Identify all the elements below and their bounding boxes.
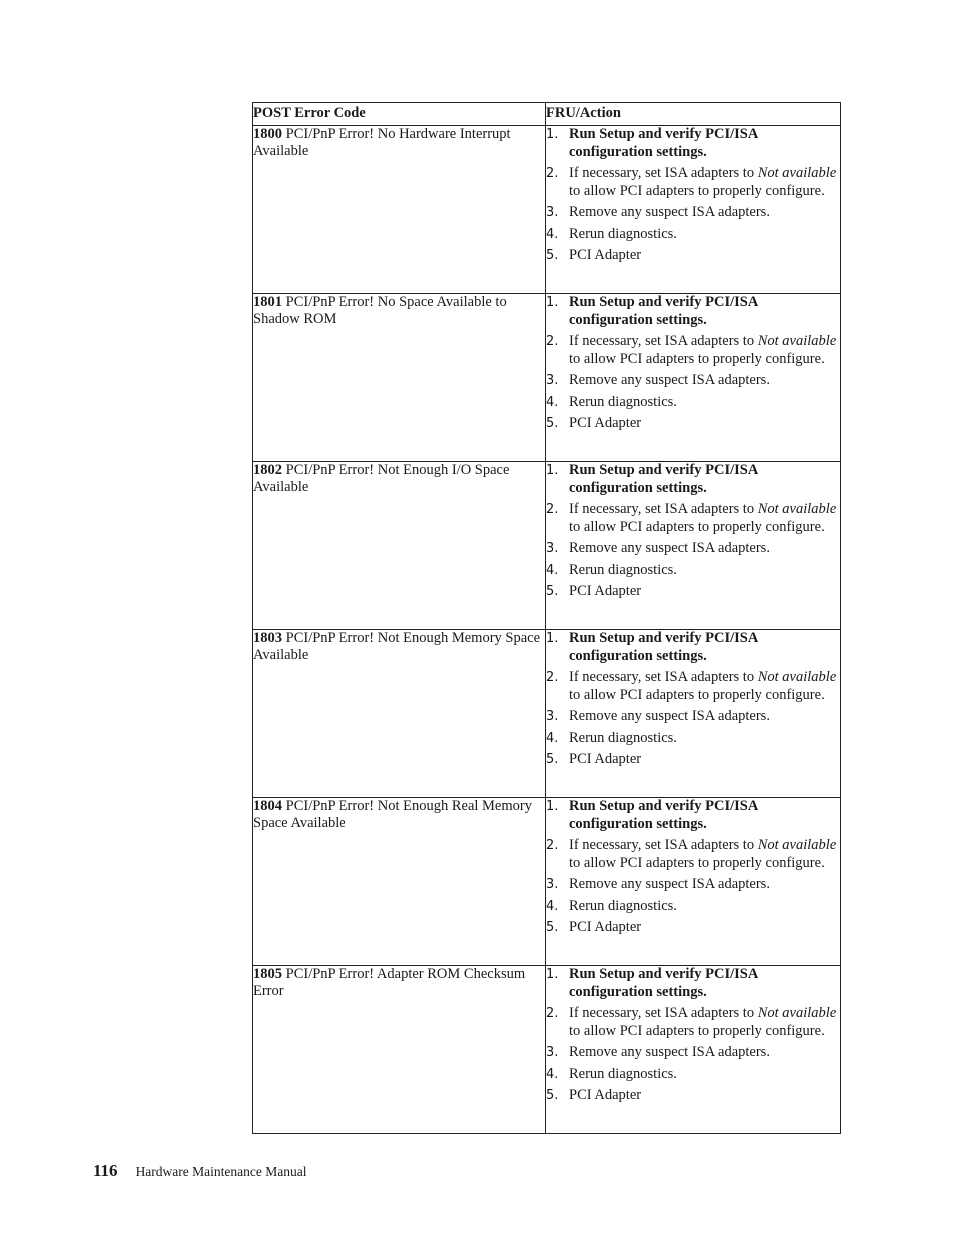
action-step bbox=[546, 415, 840, 433]
step-number: 3. bbox=[546, 709, 559, 724]
action-steps-list bbox=[546, 294, 840, 433]
action-step bbox=[546, 165, 840, 200]
action-step bbox=[546, 708, 840, 726]
action-steps-list bbox=[546, 462, 840, 601]
step-number: 4. bbox=[546, 730, 559, 746]
error-description: PCI/PnP Error! No Space Available to Shadow ROM bbox=[253, 294, 507, 327]
step-number: 2. bbox=[546, 166, 559, 181]
step-text-part: to allow PCI adapters to properly configure. bbox=[569, 350, 825, 367]
step-text: PCI Adapter bbox=[569, 415, 642, 431]
error-description: PCI/PnP Error! Not Enough I/O Space Available bbox=[253, 462, 510, 495]
step-text: Rerun diagnostics. bbox=[569, 729, 677, 746]
header-post-error-code: POST Error Code bbox=[253, 103, 546, 126]
table-row bbox=[253, 126, 841, 294]
action-step bbox=[546, 462, 840, 497]
step-number: 4. bbox=[546, 562, 559, 578]
error-description: PCI/PnP Error! Not Enough Real Memory Space Available bbox=[253, 798, 532, 831]
step-text-part: If necessary, set ISA adapters to bbox=[569, 837, 758, 853]
step-number: 2. bbox=[546, 502, 559, 517]
table-row bbox=[253, 294, 841, 462]
action-step bbox=[546, 837, 840, 872]
step-number: 3. bbox=[546, 373, 559, 388]
action-step bbox=[546, 730, 840, 748]
post-error-table-container bbox=[252, 102, 840, 1134]
step-text bbox=[569, 165, 840, 200]
action-step bbox=[546, 876, 840, 894]
step-text: Run Setup and verify PCI/ISA configuration settings. bbox=[569, 126, 758, 160]
step-number: 1. bbox=[546, 295, 559, 310]
step-number: 4. bbox=[546, 1066, 559, 1082]
fru-action-cell bbox=[546, 630, 841, 798]
step-text: Rerun diagnostics. bbox=[569, 561, 677, 578]
step-text-part: to allow PCI adapters to properly configure. bbox=[569, 686, 825, 703]
error-description: PCI/PnP Error! Adapter ROM Checksum Error bbox=[253, 966, 526, 999]
step-text bbox=[569, 333, 840, 368]
step-text: Run Setup and verify PCI/ISA configuration settings. bbox=[569, 462, 758, 496]
action-step bbox=[546, 540, 840, 558]
table-body bbox=[253, 126, 841, 1134]
step-number: 5. bbox=[546, 584, 559, 599]
step-number: 1. bbox=[546, 967, 559, 982]
step-number: 5. bbox=[546, 416, 559, 431]
step-number: 4. bbox=[546, 898, 559, 914]
action-step bbox=[546, 1005, 840, 1040]
step-text: Rerun diagnostics. bbox=[569, 1065, 677, 1082]
step-text: Run Setup and verify PCI/ISA configuration settings. bbox=[569, 798, 758, 832]
step-text: Remove any suspect ISA adapters. bbox=[569, 1044, 770, 1060]
error-code: 1805 bbox=[253, 966, 282, 982]
header-fru-action: FRU/Action bbox=[546, 103, 841, 126]
manual-title: Hardware Maintenance Manual bbox=[135, 1164, 307, 1179]
error-code: 1800 bbox=[253, 126, 282, 142]
step-text: Remove any suspect ISA adapters. bbox=[569, 204, 770, 220]
fru-action-cell bbox=[546, 798, 841, 966]
error-code-cell bbox=[253, 294, 546, 462]
step-number: 3. bbox=[546, 541, 559, 556]
step-number: 2. bbox=[546, 670, 559, 685]
step-text: PCI Adapter bbox=[569, 919, 642, 935]
step-number: 4. bbox=[546, 394, 559, 410]
step-text-part: If necessary, set ISA adapters to bbox=[569, 1005, 758, 1021]
step-number: 5. bbox=[546, 920, 559, 935]
error-code-cell bbox=[253, 798, 546, 966]
error-code: 1804 bbox=[253, 798, 282, 814]
action-step bbox=[546, 126, 840, 161]
step-text-part: If necessary, set ISA adapters to bbox=[569, 501, 758, 517]
action-step bbox=[546, 204, 840, 222]
action-step bbox=[546, 501, 840, 536]
step-text: Rerun diagnostics. bbox=[569, 393, 677, 410]
step-number: 3. bbox=[546, 1045, 559, 1060]
step-text-part: If necessary, set ISA adapters to bbox=[569, 669, 758, 685]
action-step bbox=[546, 798, 840, 833]
step-number: 2. bbox=[546, 1006, 559, 1021]
page-footer bbox=[93, 1161, 306, 1181]
action-steps-list bbox=[546, 966, 840, 1105]
action-step bbox=[546, 372, 840, 390]
step-text: Remove any suspect ISA adapters. bbox=[569, 540, 770, 556]
step-text: Remove any suspect ISA adapters. bbox=[569, 876, 770, 892]
step-text bbox=[569, 669, 840, 704]
action-step bbox=[546, 751, 840, 769]
action-step bbox=[546, 669, 840, 704]
step-text bbox=[569, 501, 840, 536]
error-code: 1803 bbox=[253, 630, 282, 646]
step-text: Run Setup and verify PCI/ISA configuration settings. bbox=[569, 294, 758, 328]
action-step bbox=[546, 333, 840, 368]
step-text-emphasis: Not available bbox=[757, 501, 837, 517]
table-row bbox=[253, 966, 841, 1134]
table-row bbox=[253, 798, 841, 966]
action-steps-list bbox=[546, 126, 840, 265]
post-error-table bbox=[252, 102, 841, 1134]
step-number: 2. bbox=[546, 838, 559, 853]
step-number: 4. bbox=[546, 226, 559, 242]
step-text-part: to allow PCI adapters to properly configure. bbox=[569, 518, 825, 535]
action-step bbox=[546, 1044, 840, 1062]
action-step bbox=[546, 294, 840, 329]
action-steps-list bbox=[546, 798, 840, 937]
error-code: 1802 bbox=[253, 462, 282, 478]
fru-action-cell bbox=[546, 462, 841, 630]
step-text: Remove any suspect ISA adapters. bbox=[569, 708, 770, 724]
step-number: 1. bbox=[546, 463, 559, 478]
step-text-part: to allow PCI adapters to properly configure. bbox=[569, 1022, 825, 1039]
step-text-part: If necessary, set ISA adapters to bbox=[569, 165, 758, 181]
page-number: 116 bbox=[93, 1161, 118, 1180]
step-number: 2. bbox=[546, 334, 559, 349]
error-description: PCI/PnP Error! Not Enough Memory Space Available bbox=[253, 630, 541, 663]
step-text: PCI Adapter bbox=[569, 583, 642, 599]
step-text-part: If necessary, set ISA adapters to bbox=[569, 333, 758, 349]
step-number: 1. bbox=[546, 631, 559, 646]
step-number: 1. bbox=[546, 799, 559, 814]
error-code-cell bbox=[253, 462, 546, 630]
step-number: 3. bbox=[546, 205, 559, 220]
step-number: 3. bbox=[546, 877, 559, 892]
step-text-emphasis: Not available bbox=[757, 837, 837, 853]
step-text-emphasis: Not available bbox=[757, 333, 837, 349]
step-number: 1. bbox=[546, 127, 559, 142]
table-row bbox=[253, 630, 841, 798]
action-step bbox=[546, 1087, 840, 1105]
step-text-emphasis: Not available bbox=[757, 1005, 837, 1021]
table-header-row bbox=[253, 103, 841, 126]
step-text: Remove any suspect ISA adapters. bbox=[569, 372, 770, 388]
step-text-part: to allow PCI adapters to properly configure. bbox=[569, 854, 825, 871]
error-description: PCI/PnP Error! No Hardware Interrupt Available bbox=[253, 126, 511, 159]
step-text: Run Setup and verify PCI/ISA configuration settings. bbox=[569, 630, 758, 664]
step-text-emphasis: Not available bbox=[757, 165, 837, 181]
fru-action-cell bbox=[546, 966, 841, 1134]
step-text bbox=[569, 1005, 840, 1040]
action-step bbox=[546, 583, 840, 601]
step-text: Rerun diagnostics. bbox=[569, 897, 677, 914]
error-code: 1801 bbox=[253, 294, 282, 310]
step-text: Rerun diagnostics. bbox=[569, 225, 677, 242]
step-text: Run Setup and verify PCI/ISA configuration settings. bbox=[569, 966, 758, 1000]
step-text-emphasis: Not available bbox=[757, 669, 837, 685]
step-text bbox=[569, 837, 840, 872]
action-step bbox=[546, 898, 840, 916]
step-number: 5. bbox=[546, 752, 559, 767]
step-text: PCI Adapter bbox=[569, 1087, 642, 1103]
action-step bbox=[546, 919, 840, 937]
action-step bbox=[546, 562, 840, 580]
action-step bbox=[546, 630, 840, 665]
table-row bbox=[253, 462, 841, 630]
error-code-cell bbox=[253, 126, 546, 294]
action-step bbox=[546, 1066, 840, 1084]
action-step bbox=[546, 226, 840, 244]
action-step bbox=[546, 966, 840, 1001]
step-number: 5. bbox=[546, 1088, 559, 1103]
step-text: PCI Adapter bbox=[569, 751, 642, 767]
action-step bbox=[546, 247, 840, 265]
error-code-cell bbox=[253, 966, 546, 1134]
step-text: PCI Adapter bbox=[569, 247, 642, 263]
action-step bbox=[546, 394, 840, 412]
step-text-part: to allow PCI adapters to properly configure. bbox=[569, 182, 825, 199]
error-code-cell bbox=[253, 630, 546, 798]
fru-action-cell bbox=[546, 294, 841, 462]
fru-action-cell bbox=[546, 126, 841, 294]
action-steps-list bbox=[546, 630, 840, 769]
step-number: 5. bbox=[546, 248, 559, 263]
